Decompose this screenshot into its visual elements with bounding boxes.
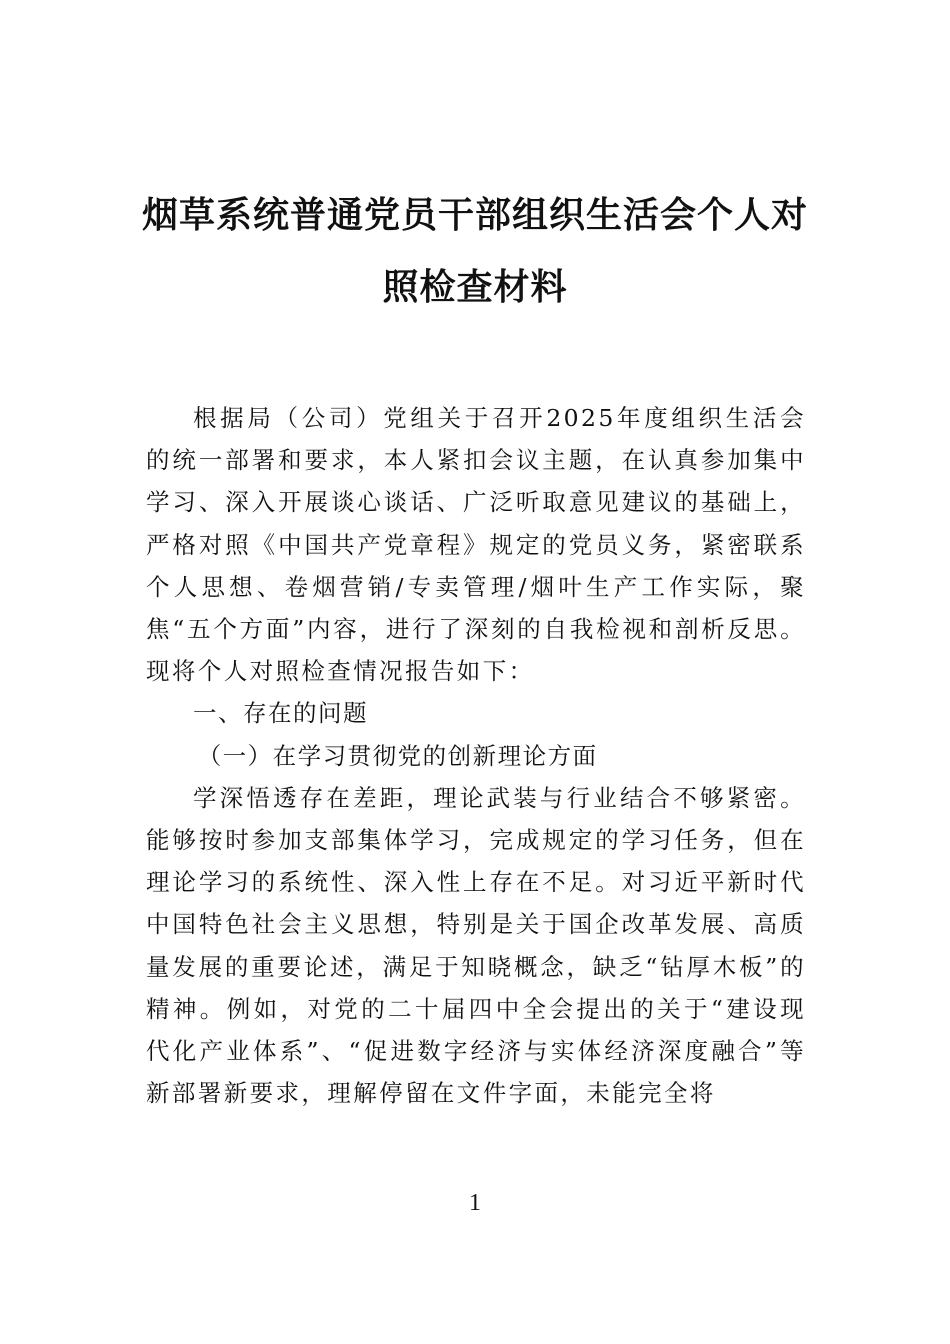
body-paragraph: 学深悟透存在差距，理论武装与行业结合不够紧密。能够按时参加支部集体学习，完成规定的学习任务，但在理论学习的系统性、深入性上存在不足。对习近平新时代中国特色社会主义思想，特别是关于国企改革发展、高质量发展的重要论述，满足于知晓概念，缺乏“钻厚木板”的精神。例如，对党的二十届四中全会提出的关于“建设现代化产业体系”、“促进数字经济与实体经济深度融合”等新部署新要求，理解停留在文件字面，未能完全将 [146, 783, 806, 1108]
document-title-line-1: 烟草系统普通党员干部组织生活会个人对 [141, 195, 808, 236]
page-number: 1 [469, 1190, 481, 1216]
document-title-line-2: 照检查材料 [382, 267, 568, 308]
subsection-heading: （一）在学习贯彻党的创新理论方面 [197, 741, 598, 770]
document-body [146, 397, 806, 1114]
section-heading: 一、存在的问题 [193, 699, 368, 728]
intro-paragraph: 根据局（公司）党组关于召开2025年度组织生活会的统一部署和要求，本人紧扣会议主题，在认真参加集中学习、深入开展谈心谈话、广泛听取意见建议的基础上，严格对照《中国共产党章程》规定的党员义务，紧密联系个人思想、卷烟营销/专卖管理/烟叶生产工作实际，聚焦“五个方面”内容，进行了深刻的自我检视和剖析反思。现将个人对照检查情况报告如下： [146, 404, 806, 686]
